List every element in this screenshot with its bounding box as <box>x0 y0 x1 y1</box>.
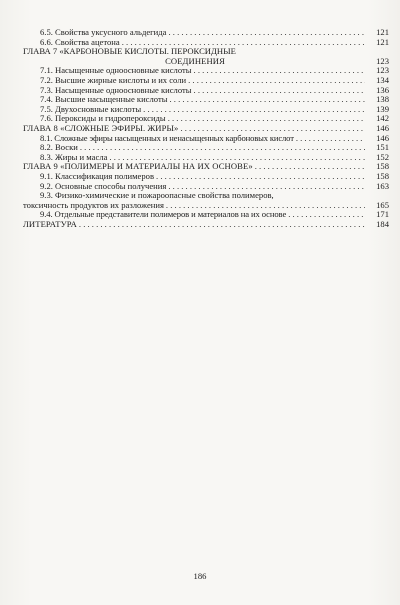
toc-page-number: 165 <box>376 199 389 210</box>
toc-entry-title: 7.4. Высшие насыщенные кислоты <box>40 94 168 105</box>
toc-leader-dots <box>194 66 365 76</box>
toc-leader-dots <box>168 28 365 38</box>
table-of-contents <box>23 28 389 229</box>
toc-leader-dots <box>188 76 365 86</box>
toc-literature[interactable] <box>23 220 389 230</box>
toc-page-number: 134 <box>376 74 389 85</box>
toc-page-number: 123 <box>376 55 389 66</box>
toc-page-number: 152 <box>376 151 389 162</box>
toc-entry-title: 8.1. Сложные эфиры насыщенных и ненасыщенных карбоновых кислот <box>40 132 294 143</box>
toc-page-number: 146 <box>376 132 389 143</box>
toc-page-number: 158 <box>376 161 389 172</box>
toc-page-number: 136 <box>376 84 389 95</box>
toc-entry-title: 9.1. Классификация полимеров <box>40 170 155 181</box>
toc-page-number: 121 <box>376 27 389 37</box>
toc-page-number: 163 <box>376 180 389 191</box>
toc-leader-dots <box>156 172 365 182</box>
toc-entry-title: 7.2. Высшие жирные кислоты и их соли <box>40 74 187 85</box>
toc-page-number: 123 <box>376 65 389 76</box>
toc-entry-title: 8.2. Воски <box>40 142 78 153</box>
toc-entry-title-line1: ГЛАВА 7 «КАРБОНОВЫЕ КИСЛОТЫ. ПЕРОКСИДНЫЕ <box>23 46 236 57</box>
toc-leader-dots <box>288 210 365 220</box>
toc-entry-9-3[interactable] <box>23 191 389 210</box>
toc-entry-title: 7.6. Пероксиды и гидропероксиды <box>40 113 166 124</box>
toc-chapter-7[interactable] <box>23 47 389 66</box>
toc-page-number: 171 <box>376 209 389 220</box>
toc-entry-title: 6.6. Свойства ацетона <box>40 36 120 47</box>
toc-entry-title: ГЛАВА 9 «ПОЛИМЕРЫ И МАТЕРИАЛЫ НА ИХ ОСНОВЕ» <box>23 161 253 172</box>
toc-page-number: 146 <box>376 122 389 133</box>
toc-page-number: 142 <box>376 113 389 124</box>
toc-page-number: 184 <box>376 218 389 229</box>
toc-leader-dots <box>80 143 365 153</box>
toc-leader-dots <box>255 162 365 172</box>
toc-entry-title: 7.1. Насыщенные одноосновные кислоты <box>40 65 192 76</box>
toc-entry-title-line2: токсичность продуктов их разложения <box>23 199 164 210</box>
toc-entry-title: ЛИТЕРАТУРА <box>23 218 77 229</box>
toc-leader-dots <box>79 220 365 230</box>
toc-leader-dots <box>170 95 366 105</box>
page-number-footer: 186 <box>193 571 207 581</box>
toc-entry-title-line2: СОЕДИНЕНИЯ <box>165 55 225 66</box>
toc-entry-9-4[interactable] <box>23 210 389 220</box>
toc-leader-dots <box>194 86 365 96</box>
toc-leader-dots <box>168 114 365 124</box>
toc-entry-title: ГЛАВА 8 «СЛОЖНЫЕ ЭФИРЫ. ЖИРЫ» <box>23 122 179 133</box>
toc-page-number: 121 <box>376 36 389 47</box>
toc-entry-title: 9.2. Основные способы получения <box>40 180 167 191</box>
toc-entry-title: 6.5. Свойства уксусного альдегида <box>40 27 167 37</box>
toc-page-number: 151 <box>376 142 389 153</box>
toc-entry-title-line1: 9.3. Физико-химические и пожароопасные свойства полимеров, <box>40 190 274 201</box>
toc-page-number: 139 <box>376 103 389 114</box>
toc-entry-title: 9.4. Отдельные представители полимеров и материалов на их основе <box>40 209 287 220</box>
toc-leader-dots <box>296 134 365 144</box>
toc-entry-title: 7.5. Двухосновные кислоты <box>40 103 142 114</box>
toc-leader-dots <box>143 105 365 115</box>
toc-page-number: 138 <box>376 94 389 105</box>
toc-page-number: 158 <box>376 170 389 181</box>
toc-entry-title: 7.3. Насыщенные одноосновные кислоты <box>40 84 192 95</box>
toc-entry-title: 8.3. Жиры и масла <box>40 151 108 162</box>
